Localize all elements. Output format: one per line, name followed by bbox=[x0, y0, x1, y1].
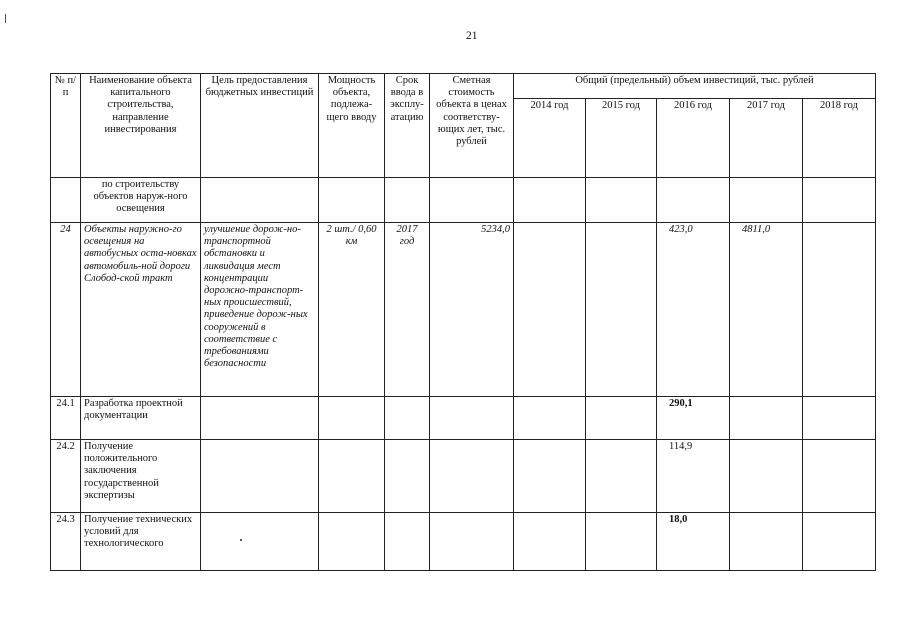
row-year-2016: 290,1 bbox=[657, 397, 730, 440]
row-cost: 5234,0 bbox=[430, 223, 514, 397]
row-term bbox=[385, 513, 430, 571]
row-year-2018 bbox=[803, 397, 876, 440]
header-name: Наименование объекта капитального строительства, направление инвестирования bbox=[81, 74, 201, 178]
row-year-2016: 114,9 bbox=[657, 440, 730, 513]
row-year-2015 bbox=[586, 223, 657, 397]
row-num: 24.2 bbox=[51, 440, 81, 513]
row-year-2018 bbox=[803, 440, 876, 513]
row-num bbox=[51, 178, 81, 223]
row-num: 24 bbox=[51, 223, 81, 397]
header-num: № п/п bbox=[51, 74, 81, 178]
header-capacity: Мощность объекта, подлежа-щего вводу bbox=[319, 74, 385, 178]
row-year-2018 bbox=[803, 223, 876, 397]
header-estimated-cost: Сметная стоимость объекта в ценах соответству-ющих лет, тыс. рублей bbox=[430, 74, 514, 178]
table-row bbox=[51, 178, 876, 223]
row-num: 24.3 bbox=[51, 513, 81, 571]
row-year-2017: 4811,0 bbox=[730, 223, 803, 397]
row-year-2015 bbox=[586, 178, 657, 223]
header-row bbox=[51, 74, 876, 99]
row-year-2015 bbox=[586, 397, 657, 440]
row-name: Получение технических условий для технологического bbox=[81, 513, 201, 571]
page-number: 21 bbox=[466, 30, 478, 42]
row-name: Разработка проектной документации bbox=[81, 397, 201, 440]
investment-table bbox=[50, 73, 876, 571]
table-row bbox=[51, 440, 876, 513]
row-term bbox=[385, 440, 430, 513]
row-year-2017 bbox=[730, 178, 803, 223]
row-year-2014 bbox=[514, 223, 586, 397]
header-year-2015: 2015 год bbox=[586, 99, 657, 178]
row-year-2014 bbox=[514, 397, 586, 440]
row-cost bbox=[430, 440, 514, 513]
row-year-2018 bbox=[803, 178, 876, 223]
row-capacity bbox=[319, 440, 385, 513]
header-year-2016: 2016 год bbox=[657, 99, 730, 178]
row-year-2015 bbox=[586, 513, 657, 571]
row-capacity bbox=[319, 178, 385, 223]
row-year-2014 bbox=[514, 178, 586, 223]
row-cost bbox=[430, 178, 514, 223]
row-year-2014 bbox=[514, 440, 586, 513]
row-year-2016 bbox=[657, 178, 730, 223]
row-year-2014 bbox=[514, 513, 586, 571]
row-name: по строительству объектов наруж-ного освещения bbox=[81, 178, 201, 223]
row-purpose bbox=[201, 440, 319, 513]
header-year-2017: 2017 год bbox=[730, 99, 803, 178]
row-capacity bbox=[319, 513, 385, 571]
row-purpose bbox=[201, 513, 319, 571]
row-year-2016: 423,0 bbox=[657, 223, 730, 397]
row-year-2018 bbox=[803, 513, 876, 571]
row-name: Объекты наружно-го освещения на автобусных оста-новках автомобиль-ной дороги Слобод-ской тракт bbox=[81, 223, 201, 397]
row-capacity: 2 шт./ 0,60 км bbox=[319, 223, 385, 397]
row-year-2017 bbox=[730, 397, 803, 440]
table-row bbox=[51, 397, 876, 440]
row-capacity bbox=[319, 397, 385, 440]
table-row bbox=[51, 223, 876, 397]
row-term bbox=[385, 397, 430, 440]
row-num: 24.1 bbox=[51, 397, 81, 440]
row-name: Получение положительного заключения государственной экспертизы bbox=[81, 440, 201, 513]
row-purpose: улучшение дорож-но-транспортной обстановки и ликвидация мест концентрации дорожно-транспорт-ных происшествий, приведение дорож-ных сооружений в соответствие с требованиями безопасности bbox=[201, 223, 319, 397]
header-year-2014: 2014 год bbox=[514, 99, 586, 178]
header-total-volume: Общий (предельный) объем инвестиций, тыс. рублей bbox=[514, 74, 876, 99]
row-cost bbox=[430, 397, 514, 440]
row-year-2015 bbox=[586, 440, 657, 513]
row-purpose bbox=[201, 397, 319, 440]
header-purpose: Цель предоставления бюджетных инвестиций bbox=[201, 74, 319, 178]
header-term: Срок ввода в эксплу-атацию bbox=[385, 74, 430, 178]
margin-mark bbox=[5, 14, 6, 23]
table-row bbox=[51, 513, 876, 571]
row-year-2017 bbox=[730, 513, 803, 571]
row-year-2017 bbox=[730, 440, 803, 513]
row-term: 2017 год bbox=[385, 223, 430, 397]
header-year-2018: 2018 год bbox=[803, 99, 876, 178]
row-year-2016: 18,0 bbox=[657, 513, 730, 571]
row-term bbox=[385, 178, 430, 223]
row-purpose bbox=[201, 178, 319, 223]
row-cost bbox=[430, 513, 514, 571]
